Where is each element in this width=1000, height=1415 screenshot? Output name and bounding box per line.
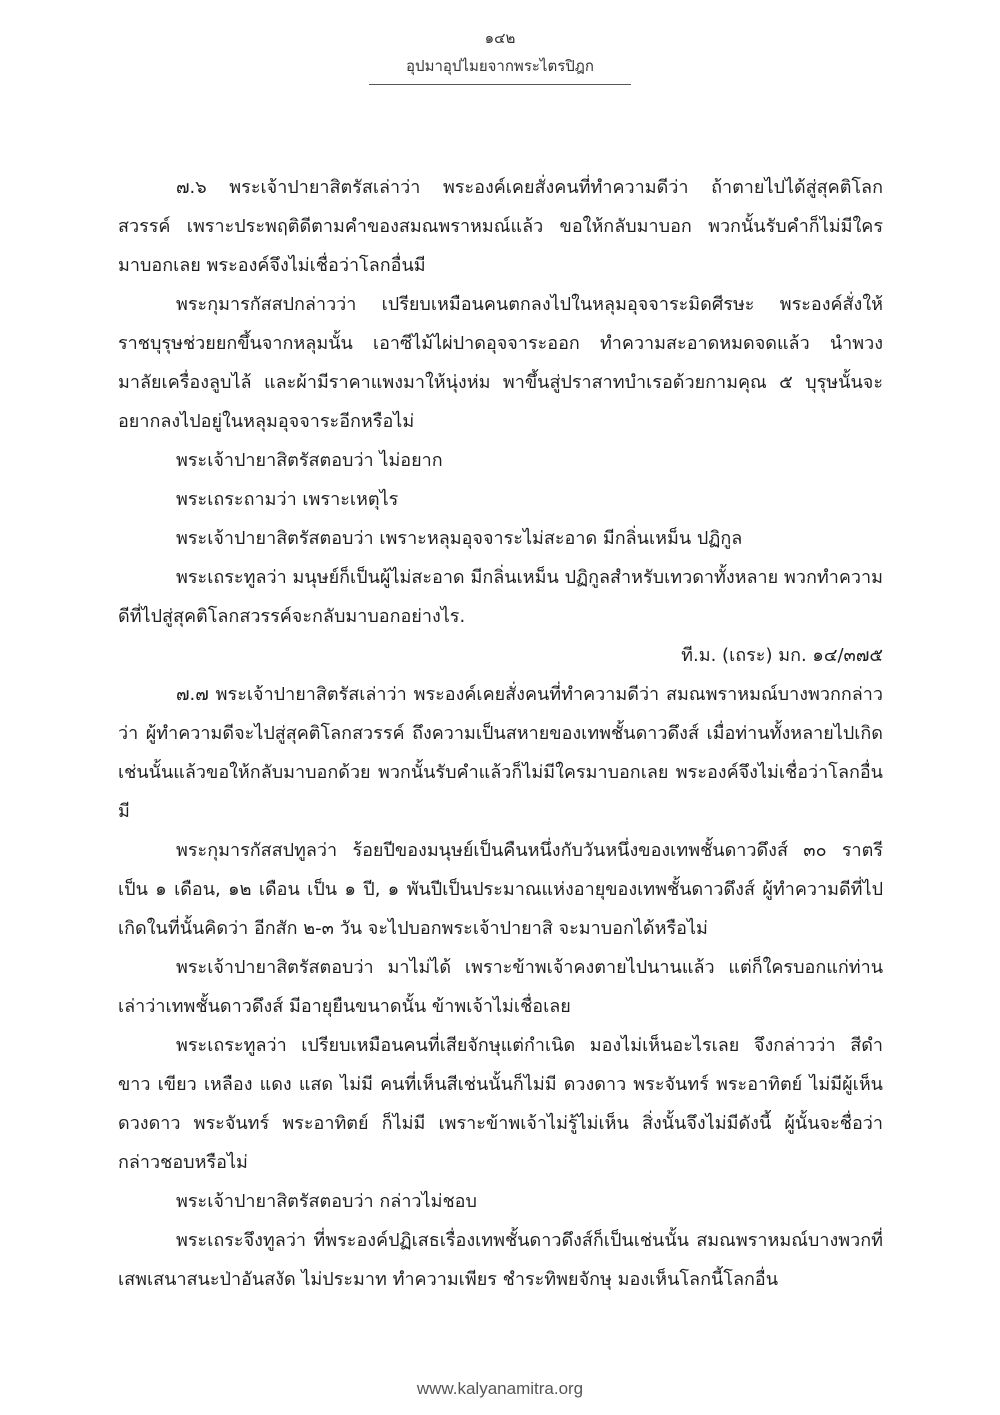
paragraph: พระกุมารกัสสปทูลว่า ร้อยปีของมนุษย์เป็นคืนหนึ่งกับวันหนึ่งของเทพชั้นดาวดึงส์ ๓๐ ราตรี เป็น ๑ เดือน, ๑๒ เดือน เป็น ๑ ปี, ๑ พันปีเป็นประมาณแห่งอายุของเทพชั้นดาวดึงส์ ผู้ทำความดีที่ไปเกิดในที่นั้นคิดว่า อีกสัก ๒-๓ วัน จะไปบอกพระเจ้าปายาสิ จะมาบอกได้หรือไม่ [118,840,883,939]
book-title: อุปมาอุปไมยจากพระไตรปิฎก [406,57,594,75]
paragraph: พระเจ้าปายาสิตรัสตอบว่า เพราะหลุมอุจจาระไม่สะอาด มีกลิ่นเหม็น ปฏิกูล [176,528,743,549]
paragraph: พระเถระทูลว่า เปรียบเหมือนคนที่เสียจักษุแต่กำเนิด มองไม่เห็นอะไรเลย จึงกล่าวว่า สีดำ ขาว เขียว เหลือง แดง แสด ไม่มี คนที่เห็นสีเช่นนั้นก็ไม่มี ดวงดาว พระจันทร์ พระอาทิตย์ ไม่มีผู้เห็นดวงดาว พระจันทร์ พระอาทิตย์ ก็ไม่มี เพราะข้าพเจ้าไม่รู้ไม่เห็น สิ่งนั้นจึงไม่มีดังนี้ ผู้นั้นจะชื่อว่า กล่าวชอบหรือไม่ [118,1035,883,1173]
paragraph: พระกุมารกัสสปกล่าวว่า เปรียบเหมือนคนตกลงไปในหลุมอุจจาระมิดศีรษะ พระองค์สั่งให้ราชบุรุษช่วยยกขึ้นจากหลุมนั้น เอาซีไม้ไผ่ปาดอุจจาระออก ทำความสะอาดหมดจดแล้ว นำพวงมาลัยเครื่องลูบไล้ และผ้ามีราคาแพงมาให้นุ่งห่ม พาขึ้นสู่ปราสาทบำเรอด้วยกามคุณ ๕ บุรุษนั้นจะอยากลงไปอยู่ในหลุมอุจจาระอีกหรือไม่ [118,294,883,432]
scripture-reference: ที.ม. (เถระ) มก. ๑๔/๓๗๕ [681,645,883,666]
header-divider [369,84,631,85]
paragraph: พระเจ้าปายาสิตรัสตอบว่า ไม่อยาก [176,450,443,471]
paragraph: พระเถระถามว่า เพราะเหตุไร [176,489,399,510]
paragraph: พระเถระจึงทูลว่า ที่พระองค์ปฏิเสธเรื่องเทพชั้นดาวดึงส์ก็เป็นเช่นนั้น สมณพราหมณ์บางพวกที่เสพเสนาสนะป่าอันสงัด ไม่ประมาท ทำความเพียร ชำระทิพยจักษุ มองเห็นโลกนี้โลกอื่น [118,1230,883,1290]
paragraph: พระเถระทูลว่า มนุษย์ก็เป็นผู้ไม่สะอาด มีกลิ่นเหม็น ปฏิกูลสำหรับเทวดาทั้งหลาย พวกทำความดีที่ไปสู่สุคติโลกสวรรค์จะกลับมาบอกอย่างไร. [118,567,883,627]
paragraph-7-7: ๗.๗ พระเจ้าปายาสิตรัสเล่าว่า พระองค์เคยสั่งคนที่ทำความดีว่า สมณพราหมณ์บางพวกกล่าวว่า ผู้ทำความดีจะไปสู่สุคติโลกสวรรค์ ถึงความเป็นสหายของเทพชั้นดาวดึงส์ เมื่อท่านทั้งหลายไปเกิดเช่นนั้นแล้วขอให้กลับมาบอกด้วย พวกนั้นรับคำแล้วก็ไม่มีใครมาบอกเลย พระองค์จึงไม่เชื่อว่าโลกอื่นมี [118,684,883,822]
paragraph: พระเจ้าปายาสิตรัสตอบว่า กล่าวไม่ชอบ [176,1191,477,1212]
paragraph: พระเจ้าปายาสิตรัสตอบว่า มาไม่ได้ เพราะข้าพเจ้าคงตายไปนานแล้ว แต่ก็ใครบอกแก่ท่านเล่าว่าเทพชั้นดาวดึงส์ มีอายุยืนขนาดนั้น ข้าพเจ้าไม่เชื่อเลย [118,957,883,1017]
page-number: ๑๔๒ [484,29,516,47]
page-header [0,28,1000,85]
body-text [118,168,883,1299]
paragraph-7-6: ๗.๖ พระเจ้าปายาสิตรัสเล่าว่า พระองค์เคยสั่งคนที่ทำความดีว่า ถ้าตายไปได้สู่สุคติโลกสวรรค์ เพราะประพฤติดีตามคำของสมณพราหมณ์แล้ว ขอให้กลับมาบอก พวกนั้นรับคำก็ไม่มีใครมาบอกเลย พระองค์จึงไม่เชื่อว่าโลกอื่นมี [118,177,883,276]
footer-website: www.kalyanamitra.org [416,1379,584,1398]
